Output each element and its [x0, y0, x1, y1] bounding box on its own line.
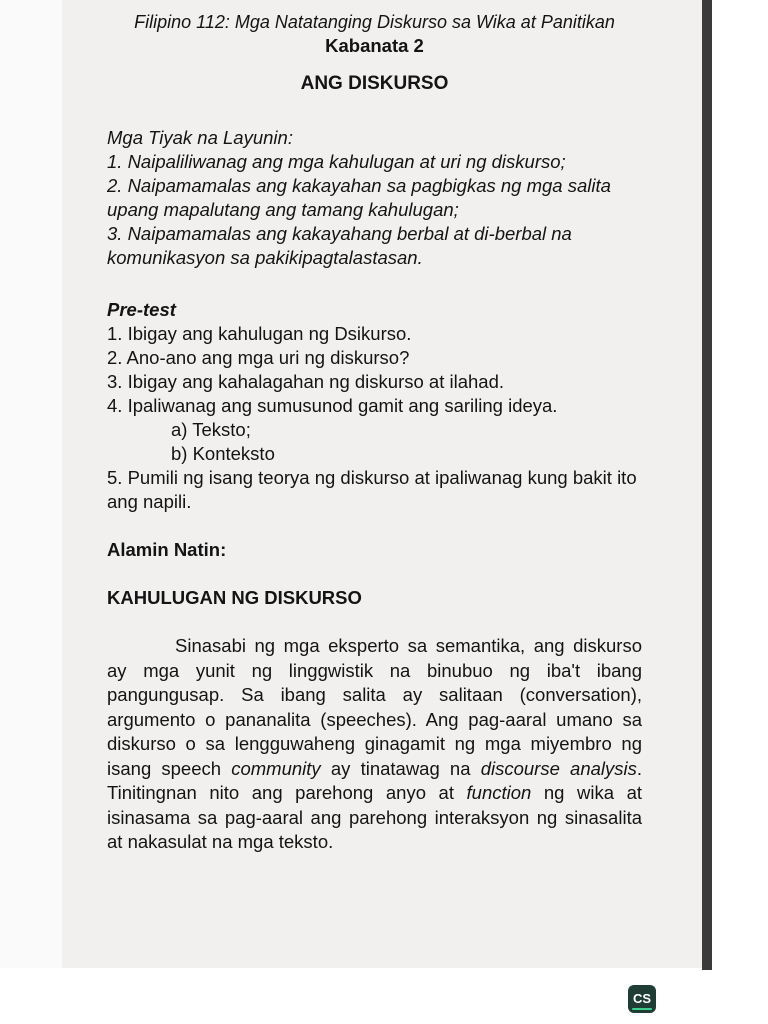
pretest-list: [107, 322, 642, 514]
paragraph-text: Sinasabi ng mga eksperto sa semantika, ang diskurso ay mga yunit ng linggwistik na binubuo ng iba't ibang pangungusap. Sa ibang salita ay salitaan (conversation), argumento o pananalita (speeches). Ang pag-aaral umano sa diskurso o sa lengguwaheng ginagamit ng mga miyembro ng isang speech: [107, 635, 642, 779]
pretest-item: 4. Ipaliwanag ang sumusunod gamit ang sariling ideya.: [107, 395, 558, 416]
pretest-item: 5. Pumili ng isang teorya ng diskurso at ipaliwanag kung bakit ito ang napili.: [107, 467, 637, 512]
chapter-label: Kabanata 2: [325, 35, 424, 56]
objectives-section: [107, 126, 642, 270]
pretest-item: 3. Ibigay ang kahalagahan ng diskurso at ilahad.: [107, 371, 505, 392]
objective-item: 2. Naipamamalas ang kakayahan sa pagbigkas ng mga salita upang mapalutang ang tamang kahulugan;: [107, 175, 611, 220]
paragraph-text: ng wika at isinasama sa pag-aaral ang parehong interaksyon ng sinasalita at nakasulat na mga teksto.: [107, 782, 643, 852]
page-edge-shadow: [702, 0, 712, 970]
paragraph-text: . Tinitingnan nito ang parehong anyo at: [107, 757, 643, 803]
pretest-subitem: b) Konteksto: [171, 443, 275, 464]
pretest-heading: Pre-test: [107, 299, 176, 320]
scan-left-margin: [0, 0, 62, 968]
alamin-heading: Alamin Natin:: [107, 539, 227, 560]
objective-item: 1. Naipaliliwanag ang mga kahulugan at uri ng diskurso;: [107, 151, 566, 172]
document-title: ANG DISKURSO: [300, 73, 449, 94]
pretest-item: 2. Ano-ano ang mga uri ng diskurso?: [107, 347, 410, 368]
paragraph-italic-term: function: [466, 782, 532, 803]
objectives-heading: Mga Tiyak na Layunin:: [107, 127, 293, 148]
course-title: Filipino 112: Mga Natatanging Diskurso sa Wika at Panitikan: [134, 12, 615, 32]
document-content: [107, 10, 642, 855]
camscanner-logo-icon: CS: [628, 985, 656, 1013]
objective-item: 3. Naipamamalas ang kakayahang berbal at di-berbal na komunikasyon sa pakikipagtalastasan.: [107, 223, 572, 268]
pretest-item: 1. Ibigay ang kahulugan ng Dsikurso.: [107, 323, 412, 344]
section-heading: KAHULUGAN NG DISKURSO: [107, 587, 362, 608]
paragraph-italic-term: community: [231, 757, 321, 779]
paragraph-text: ay tinatawag na: [320, 757, 481, 779]
paragraph-italic-term: discourse analysis: [480, 757, 637, 779]
pretest-subitem: a) Teksto;: [171, 419, 251, 440]
body-paragraph: [107, 634, 642, 855]
